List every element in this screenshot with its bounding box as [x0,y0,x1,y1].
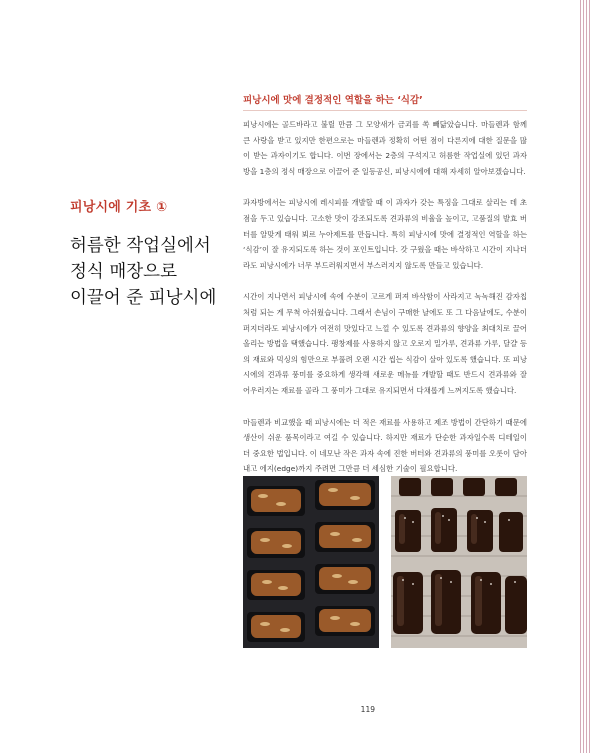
page-number: 119 [360,705,375,714]
side-heading [70,196,240,311]
chocolate-financier-illustration [391,476,527,648]
chapter-title-line: 허름한 작업실에서 [70,236,211,256]
photo-financiers-in-tray [243,476,379,648]
chapter-title-line: 이끌어 준 피낭시에 [70,288,217,308]
photo-chocolate-financiers [391,476,527,648]
article-heading: 피낭시에 맛에 결정적인 역할을 하는 ‘식감’ [243,92,527,111]
article-paragraph: 과자방에서는 피낭시에 레시피를 개발할 때 이 과자가 갖는 특징을 그대로 살리는 데 초점을 두고 있습니다. 고소한 맛이 강조되도록 견과류의 비율을 높이고, 고품질의 발효 버터를 알맞게 태워 뵈르 누아제트를 만듭니다. 특히 피낭시에 맛에 결정적인 역할을 하는 ‘식감’이 잘 유지되도록 하는 것이 포인트입니다. 갓 구웠을 때는 바삭하고 시간이 지나더라도 피낭시에가 너무 부드러워지면서 부스러지지 않도록 만들고 있습니다. [243,198,527,270]
chapter-title-line: 정식 매장으로 [70,262,177,282]
article-paragraph: 피낭시에는 골드바라고 불릴 만큼 그 모양새가 금괴를 쏙 빼닮았습니다. 마들렌과 함께 큰 사랑을 받고 있지만 한편으로는 마들렌과 정확히 어떤 점이 다른지에 대한 질문을 많이 받는 과자이기도 합니다. 이번 장에서는 2층의 구석지고 허름한 작업실에 있던 과자 방을 1층의 정식 매장으로 이끌어 준 일등공신, 피낭시에에 대해 자세히 알아보겠습니다. [243,120,527,176]
page-edge-line [586,0,587,753]
photo-row [243,476,527,648]
section-label: 피낭시에 기초 ① [70,200,168,215]
chapter-title [70,233,240,311]
financier-tray-illustration [243,476,379,648]
page-edge-line [580,0,581,753]
article-body [243,92,527,493]
page-edge-line [589,0,590,753]
article-paragraph: 시간이 지나면서 피낭시에 속에 수분이 고르게 퍼져 바삭함이 사라지고 녹녹해진 감자칩처럼 되는 게 무척 아쉬웠습니다. 그래서 손님이 구매한 날에도 또 그 다음날에도, 수분이 퍼지더라도 피낭시에가 여전히 맛있다고 느낄 수 있도록 견과류의 향양을 최대치로 끌어올리는 방법을 택했습니다. 팽창제를 사용하지 않고 오로지 밀가루, 견과류 가루, 달걀 등의 재료와 믹싱의 힘만으로 부풀려 오랜 시간 씹는 식감이 살아 있도록 했습니다. 또 피낭시에의 견과류 풍미를 중요하게 생각해 새로운 메뉴를 개발할 때도 반드시 견과류와 잘 어우러지는 재료를 골라 그 풍미가 그대로 유지되면서 다채롭게 느껴지도록 했습니다. [243,292,527,395]
page-edge-line [583,0,584,753]
article-paragraph: 마들렌과 비교했을 때 피낭시에는 더 적은 재료를 사용하고 제조 방법이 간단하기 때문에 생산이 쉬운 품목이라고 여길 수 있습니다. 하지만 재료가 단순한 과자일수록 디테일이 더 중요한 법입니다. 이 네모난 작은 과자 속에 진한 버터와 견과류의 풍미를 오롯이 담아내고 에지(edge)까지 주려면 그만큼 더 세심한 기술이 필요합니다. [243,417,527,474]
